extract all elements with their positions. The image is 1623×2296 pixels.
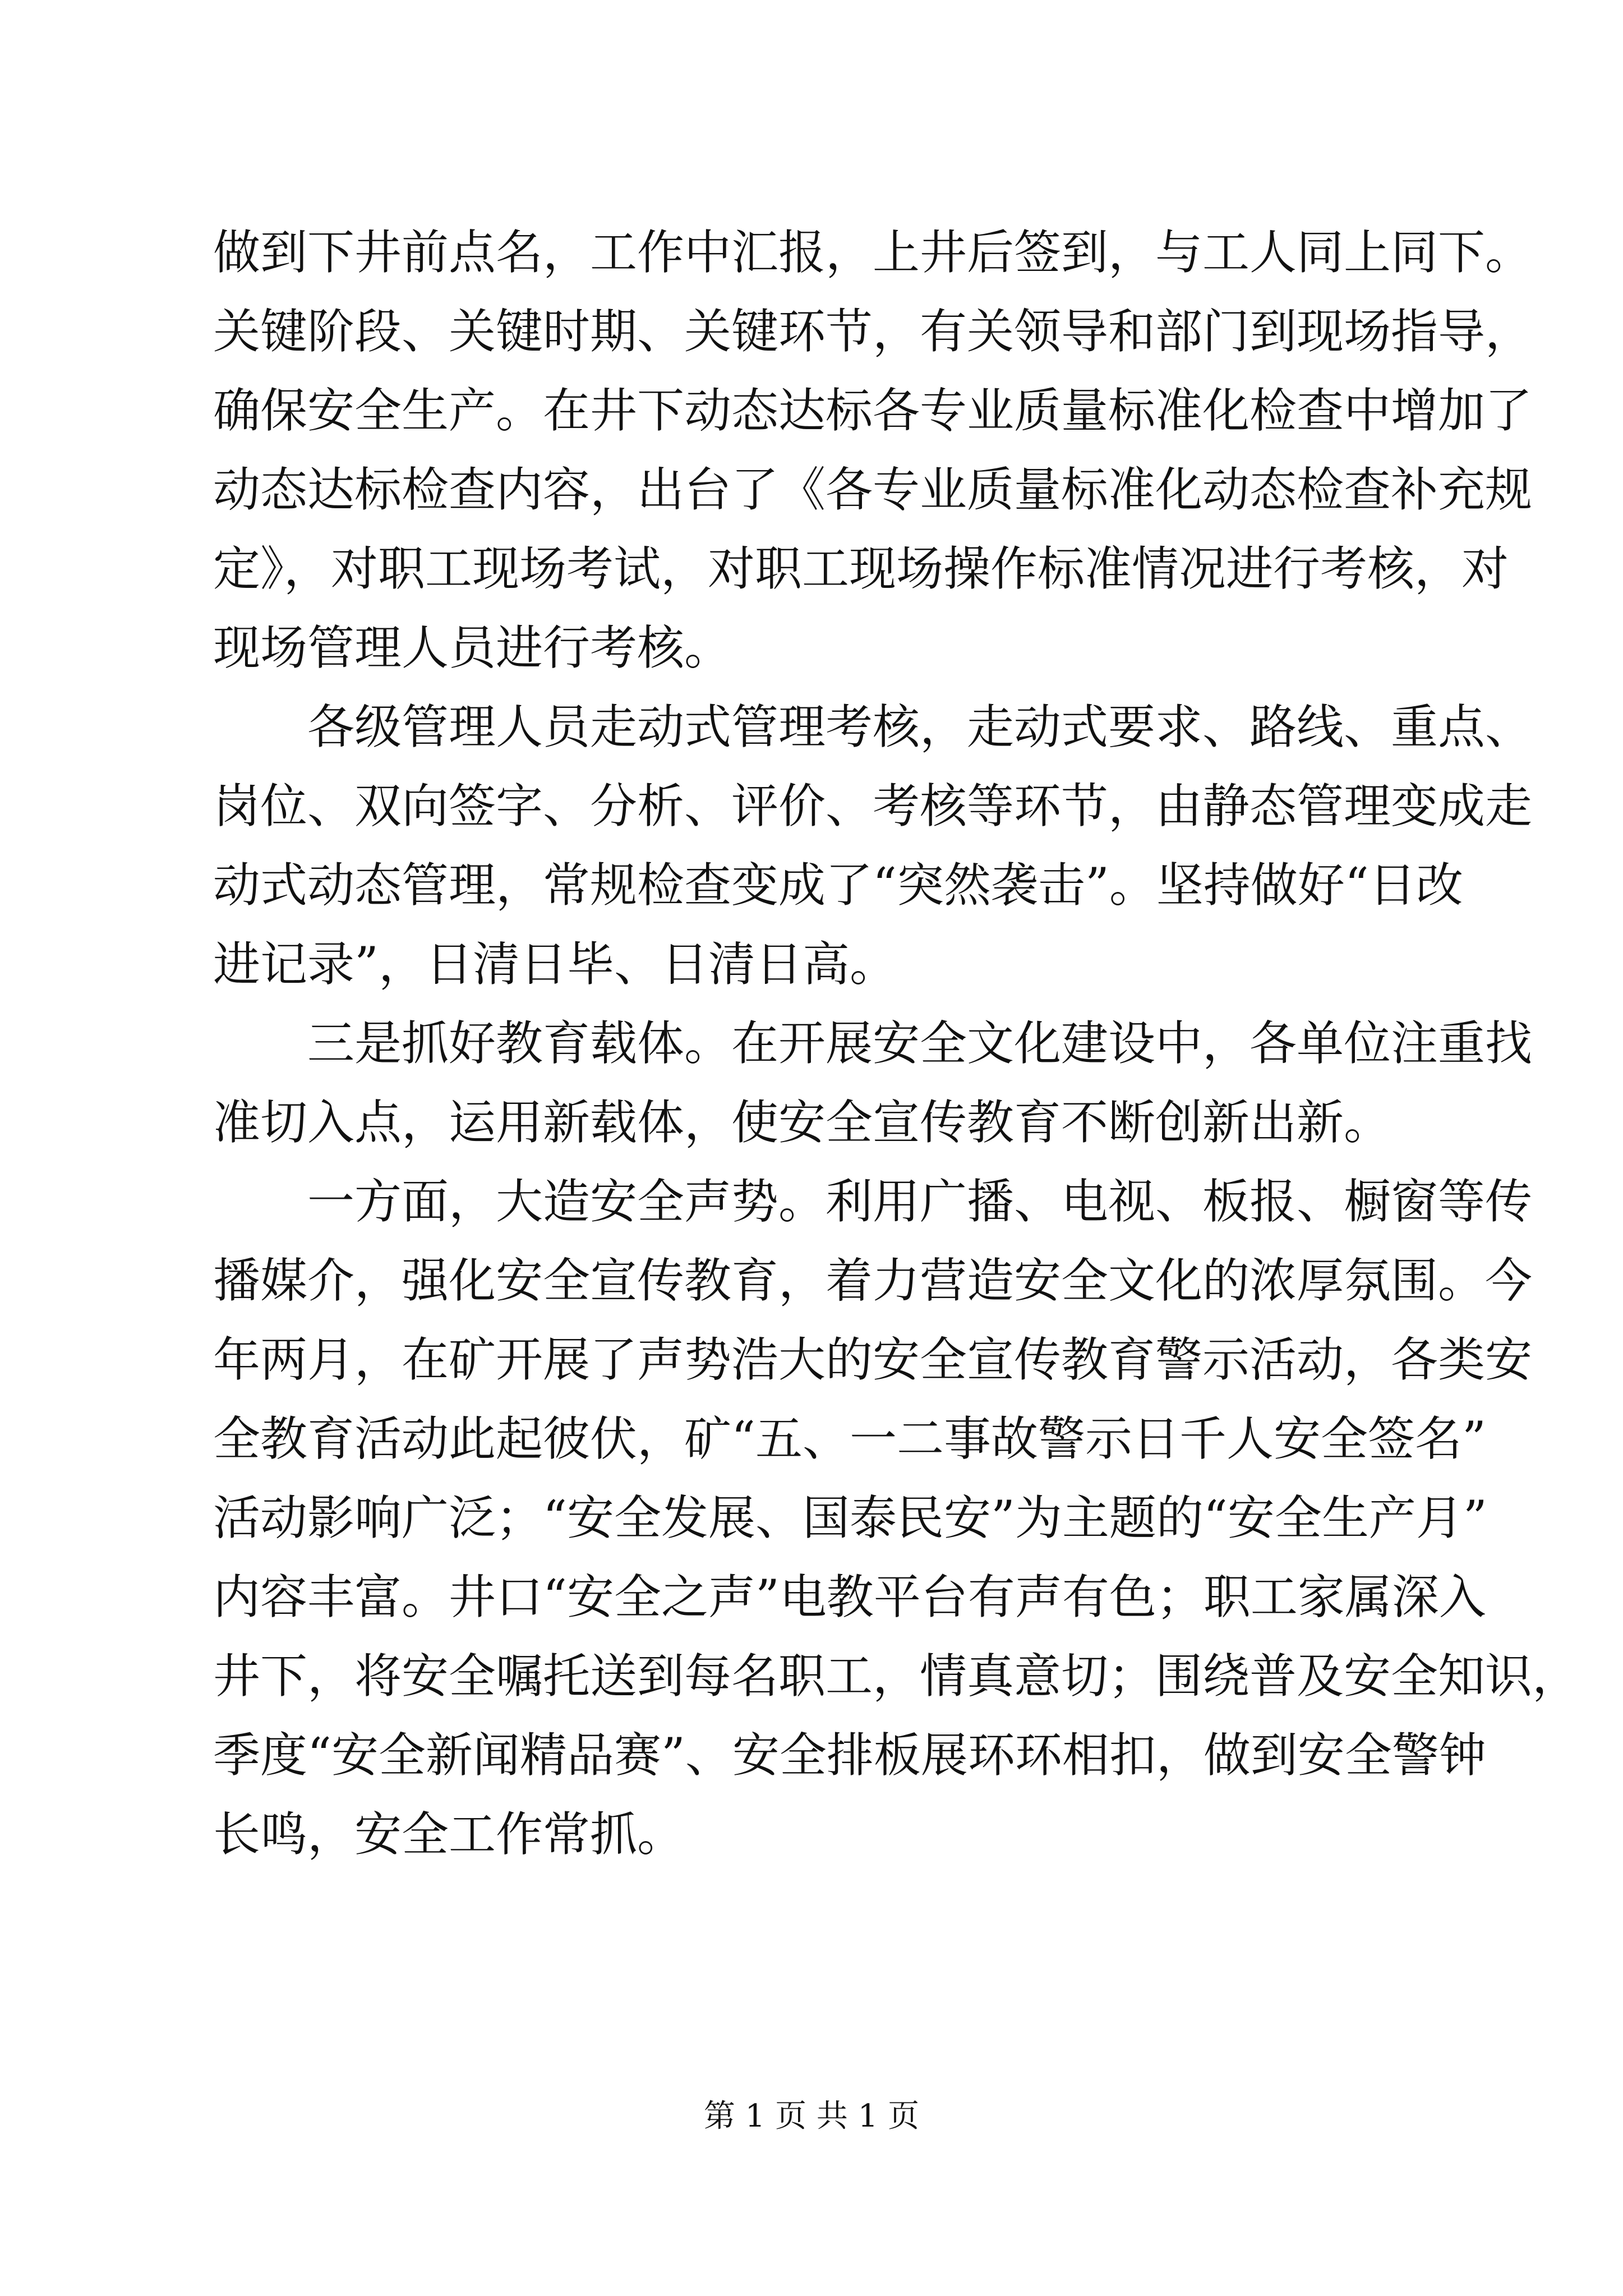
text-line: 季度“安全新闻精品赛”、安全排板展环环相扣，做到安全警钟 bbox=[213, 1728, 1486, 1783]
text-line: 现场管理人员进行考核。 bbox=[213, 620, 732, 675]
text-line: 动式动态管理，常规检查变成了“突然袭击”。坚持做好“日改 bbox=[213, 858, 1463, 913]
text-line: 井下，将安全嘱托送到每名职工，情真意切；围绕普及安全知识， bbox=[213, 1649, 1580, 1704]
text-line: 长鸣，安全工作常抓。 bbox=[213, 1807, 685, 1862]
text-line: 内容丰富。井口“安全之声”电教平台有声有色；职工家属深入 bbox=[213, 1570, 1486, 1625]
text-line: 岗位、双向签字、分析、评价、考核等环节，由静态管理变成走 bbox=[213, 779, 1533, 834]
text-line: 动态达标检查内容，出台了《各专业质量标准化动态检查补充规 bbox=[213, 462, 1533, 517]
text-line: 准切入点，运用新载体，使安全宣传教育不断创新出新。 bbox=[213, 1095, 1391, 1150]
text-line: 做到下井前点名，工作中汇报，上井后签到，与工人同上同下。 bbox=[213, 225, 1533, 280]
document-body bbox=[213, 213, 1580, 1874]
text-line: 播媒介，强化安全宣传教育，着力营造安全文化的浓厚氛围。今 bbox=[213, 1253, 1533, 1308]
text-line: 各级管理人员走动式管理考核，走动式要求、路线、重点、 bbox=[307, 700, 1533, 754]
text-line: 全教育活动此起彼伏，矿“五、一二事故警示日千人安全签名” bbox=[213, 1411, 1486, 1466]
text-line: 确保安全生产。在井下动态达标各专业质量标准化检查中增加了 bbox=[213, 383, 1533, 438]
text-line: 定》，对职工现场考试，对职工现场操作标准情况进行考核，对 bbox=[213, 541, 1509, 596]
text-line: 三是抓好教育载体。在开展安全文化建设中，各单位注重找 bbox=[307, 1016, 1533, 1071]
text-line: 进记录”，日清日毕、日清日高。 bbox=[213, 937, 897, 992]
text-line: 一方面，大造安全声势。利用广播、电视、板报、橱窗等传 bbox=[307, 1174, 1533, 1229]
text-line: 关键阶段、关键时期、关键环节，有关领导和部门到现场指导， bbox=[213, 304, 1533, 359]
page-footer: 第 1 页 共 1 页 bbox=[703, 2098, 920, 2134]
text-line: 年两月，在矿开展了声势浩大的安全宣传教育警示活动，各类安 bbox=[213, 1332, 1533, 1387]
text-line: 活动影响广泛；“安全发展、国泰民安”为主题的“安全生产月” bbox=[213, 1490, 1487, 1545]
